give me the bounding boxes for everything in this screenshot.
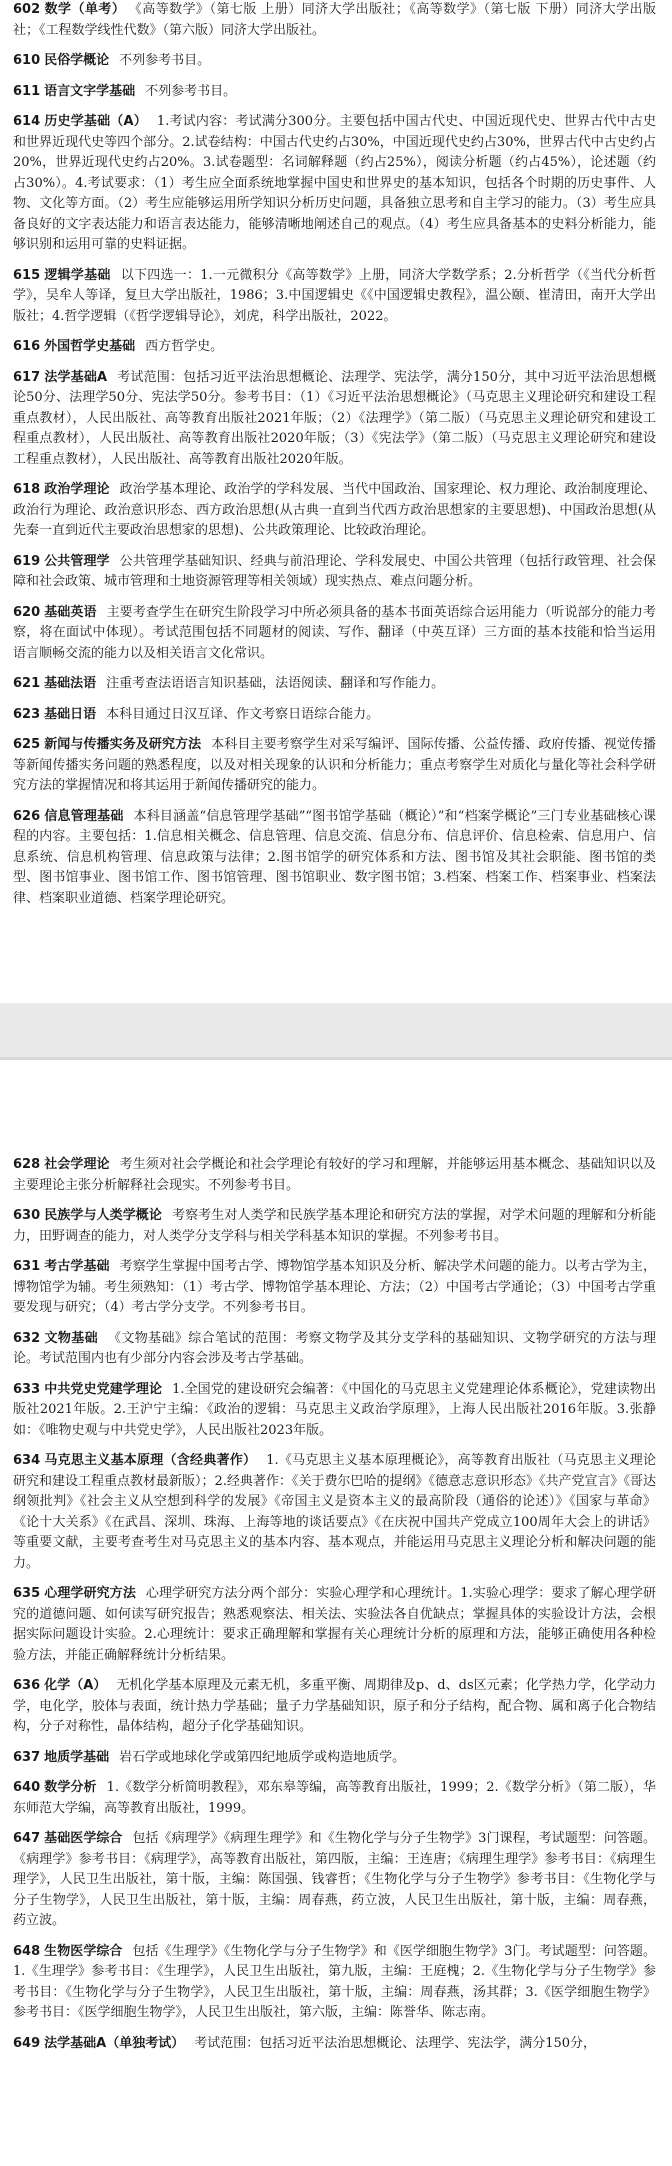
subject-name: 文物基础 (44, 1330, 99, 1346)
subject-description: 西方哲学史。 (145, 339, 224, 354)
document-page-1 (0, 0, 672, 1003)
subject-entry (13, 674, 656, 695)
subject-description: 本科目涵盖“信息管理学基础”“图书馆学基础（概论）”和“档案学概论”三门专业基础核心课程的内容。主要包括：1.信息相关概念、信息管理、信息交流、信息分布、信息评价、信息检索、信息用户、信息系统、信息机构管理、信息政策与法律；2.图书馆学的研究体系和方法、图书馆及其社会职能、图书馆的类型、图书馆事业、图书馆工作、图书馆管理、图书馆职业、数字图书馆；3.档案、档案工作、档案事业、档案法律、档案职业道德、档案学理论研究。 (13, 808, 656, 906)
subject-name: 中共党史党建学理论 (44, 1381, 163, 1397)
subject-code: 634 (13, 1453, 41, 1468)
subject-name: 法学基础A（单独考试） (44, 2035, 185, 2051)
subject-entry (13, 735, 656, 797)
subject-description: 不列参考书目。 (119, 53, 211, 68)
page-separator (0, 1003, 672, 1060)
subject-code: 623 (13, 706, 41, 722)
subject-description: 注重考查法语语言知识基础，法语阅读、翻译和写作能力。 (106, 676, 445, 691)
subject-code: 649 (13, 2035, 41, 2051)
subject-entry (13, 1380, 656, 1442)
subject-name: 数学（单考） (44, 2, 126, 17)
subject-name: 基础英语 (44, 604, 97, 620)
subject-entry (13, 51, 656, 72)
subject-code: 602 (13, 2, 41, 17)
subject-code: 616 (13, 339, 41, 354)
subject-description: 主要考查学生在研究生阶段学习中所必须具备的基本书面英语综合运用能力（听说部分的能力考察，将在面试中体现）。考试范围包括不同题材的阅读、写作、翻译（中英互译）三方面的基本技能和恰当运用语言顺畅交流的能力以及相关语言文化常识。 (13, 604, 656, 661)
subject-code: 640 (13, 1780, 41, 1795)
subject-code: 635 (13, 1586, 41, 1601)
subject-entry (13, 1778, 656, 1819)
subject-description: 政治学基本理论、政治学的学科发展、当代中国政治、国家理论、权力理论、政治制度理论、政治行为理论、政治意识形态、西方政治思想(从古典一直到当代西方政治思想家的主要思想)、中国政治思想(从先秦一直到近代主要政治思想家的思想)、公共政策理论、比较政治理论。 (13, 482, 656, 538)
subject-code: 626 (13, 808, 41, 824)
subject-description: 考试范围：包括习近平法治思想概论、法理学、宪法学，满分150分， (194, 2035, 597, 2051)
subject-name: 民俗学概论 (44, 53, 110, 68)
subject-entry (13, 807, 656, 910)
subject-entry (13, 82, 656, 103)
subject-code: 625 (13, 737, 41, 752)
subject-entry (13, 266, 656, 328)
subject-name: 基础日语 (44, 706, 97, 722)
subject-name: 政治学理论 (44, 482, 110, 497)
subject-entry (13, 1329, 656, 1370)
subject-entry (13, 368, 656, 471)
subject-description: 考试范围：包括习近平法治思想概论、法理学、宪法学，满分150分，其中习近平法治思想概论50分、法理学50分、宪法学50分。参考书目：（1）《习近平法治思想概论》（马克思主义理论研究和建设工程重点教材），人民出版社、高等教育出版社2021年版；（2）《法理学》（第二版）（马克思主义理论研究和建设工程重点教材），人民出版社、高等教育出版社2020年版；（3）《宪法学》（第二版）（马克思主义理论研究和建设工程重点教材），人民出版社、高等教育出版社2020年版。 (13, 369, 656, 467)
subject-description: 本科目主要考察学生对采写编评、国际传播、公益传播、政府传播、视觉传播等新闻传播实务问题的熟悉程度，以及对相关现象的认识和分析能力；重点考察学生对质化与量化等社会科学研究方法的掌握情况和将其运用于新闻传播研究的能力。 (13, 737, 656, 793)
subject-name: 社会学理论 (44, 1157, 110, 1172)
subject-code: 648 (13, 1943, 41, 1959)
subject-description: 无机化学基本原理及元素无机，多重平衡、周期律及p、d、ds区元素；化学热力学，化学动力学，电化学，胶体与表面，统计热力学基础；量子力学基础知识，原子和分子结构，配合物、属和离子化合物结构，分子对称性，晶体结构，超分子化学基础知识。 (13, 1678, 657, 1734)
subject-name: 历史学基础（A） (44, 114, 147, 129)
subject-description: 包括《生理学》《生物化学与分子生物学》和《医学细胞生物学》3门。考试题型：问答题。1.《生理学》参考书目：《生理学》，人民卫生出版社，第九版，主编：王庭槐；2.《生物化学与分子生物学》参考书目：《生物化学与分子生物学》，人民卫生出版社，第十版，主编：周春燕，汤其群；3.《医学细胞生物学》参考书目：《医学细胞生物学》，人民卫生出版社，第六版，主编：陈誉华、陈志南。 (13, 1943, 656, 2020)
subject-name: 法学基础A (44, 369, 108, 385)
subject-code: 632 (13, 1330, 41, 1346)
subject-name: 逻辑学基础 (44, 267, 111, 283)
subject-entry (13, 705, 656, 726)
subject-description: 1.《马克思主义基本原理概论》，高等教育出版社（马克思主义理论研究和建设工程重点教材最新版）；2.经典著作：《关于费尔巴哈的提纲》《德意志意识形态》《共产党宣言》《哥达纲领批判》《社会主义从空想到科学的发展》《帝国主义是资本主义的最高阶段（通俗的论述）》《国家与革命》《论十大关系》《在武昌、深圳、珠海、上海等地的谈话要点》《在庆祝中国共产党成立100周年大会上的讲话》等重要文献，主要考查考生对马克思主义的基本内容、基本观点，并能运用马克思主义理论分析和解决问题的能力。 (13, 1453, 656, 1571)
subject-name: 化学（A） (44, 1678, 107, 1693)
subject-name: 新闻与传播实务及研究方法 (44, 737, 202, 752)
subject-entry (13, 1257, 656, 1319)
subject-code: 647 (13, 1831, 41, 1846)
subject-entry (13, 1829, 656, 1932)
subject-description: 考察考生对人类学和民族学基本理论和研究方法的掌握，对学术问题的理解和分析能力，田野调查的能力，对人类学分支学科与相关学科基本知识的掌握。不列参考书目。 (13, 1208, 656, 1244)
document-page-2 (0, 1060, 672, 2166)
subject-description: 1.《数学分析简明教程》，邓东皋等编，高等教育出版社，1999；2.《数学分析》（第二版），华东师范大学编，高等教育出版社，1999。 (13, 1780, 656, 1816)
subject-description: 以下四选一：1.一元微积分《高等数学》上册，同济大学数学系；2.分析哲学（《当代分析哲学》，吴牟人等译，复旦大学出版社，1986；3.中国逻辑史《《中国逻辑史教程》，温公颐、崔清田，南开大学出版社；4.哲学逻辑（《哲学逻辑导论》，刘虎，科学出版社，2022。 (13, 267, 656, 324)
subject-entry (13, 112, 656, 256)
subject-name: 心理学研究方法 (44, 1586, 136, 1601)
subject-entry (13, 1206, 656, 1247)
subject-name: 马克思主义基本原理（含经典著作） (44, 1453, 257, 1468)
subject-description: 不列参考书目。 (145, 83, 237, 99)
subject-entry (13, 1676, 656, 1738)
subject-code: 620 (13, 604, 41, 620)
subject-name: 语言文字学基础 (44, 83, 136, 99)
subject-entry (13, 1451, 656, 1574)
subject-code: 618 (13, 482, 41, 497)
subject-code: 614 (13, 114, 41, 129)
subject-entry (13, 1748, 656, 1769)
subject-name: 民族学与人类学概论 (44, 1208, 162, 1223)
subject-entry (13, 337, 656, 358)
subject-name: 生物医学综合 (44, 1943, 123, 1959)
subject-description: 岩石学或地球化学或第四纪地质学或构造地质学。 (119, 1749, 406, 1765)
subject-description: 1.全国党的建设研究会编著：《中国化的马克思主义党建理论体系概论》，党建读物出版社2021年版。2.王沪宁主编：《政治的逻辑：马克思主义政治学原理》，上海人民出版社2016年版。3.张静如：《唯物史观与中共党史学》，人民出版社2023年版。 (13, 1381, 656, 1438)
subject-code: 617 (13, 369, 41, 385)
subject-name: 考古学基础 (44, 1259, 110, 1274)
subject-code: 636 (13, 1678, 41, 1693)
subject-code: 610 (13, 53, 41, 68)
subject-entry (13, 1942, 656, 2024)
subject-code: 633 (13, 1381, 41, 1397)
subject-description: 考生须对社会学概论和社会学理论有较好的学习和理解，并能够运用基本概念、基础知识以及主要理论主张分析解释社会现实。不列参考书目。 (13, 1157, 656, 1193)
subject-description: 公共管理学基础知识、经典与前沿理论、学科发展史、中国公共管理（包括行政管理、社会保障和社会政策、城市管理和土地资源管理等相关领域）现实热点、难点问题分析。 (13, 553, 656, 589)
subject-entry (13, 0, 656, 41)
subject-description: 包括《病理学》《病理生理学》和《生物化学与分子生物学》3门课程，考试题型：问答题。《病理学》参考书目：《病理学》，高等教育出版社，第四版，主编：王连唐；《病理生理学》参考书目：《病理生理学》，人民卫生出版社，第十版，主编：陈国强、钱睿哲；《生物化学与分子生物学》参考书目：《生物化学与分子生物学》，人民卫生出版社，第十版，主编：周春燕，药立波，人民卫生出版社，第十版，主编：周春燕，药立波。 (13, 1831, 656, 1928)
subject-code: 630 (13, 1208, 41, 1223)
subject-code: 611 (13, 83, 41, 99)
subject-code: 631 (13, 1259, 41, 1274)
subject-name: 公共管理学 (44, 553, 110, 569)
subject-description: 本科目通过日汉互译、作文考察日语综合能力。 (106, 706, 380, 722)
subject-code: 621 (13, 676, 41, 691)
subject-description: 1.考试内容：考试满分300分。主要包括中国古代史、中国近现代史、世界古代中古史和世界近现代史等四个部分。2.试卷结构：中国古代史约占30%，中国近现代史约占30%，世界古代中古史约占20%，世界近现代史约占20%。3.试卷题型：名词解释题（约占25%），阅读分析题（约占45%），论述题（约占30%）。4.考试要求：（1）考生应全面系统地掌握中国史和世界史的基本知识，包括各个时期的历史事件、人物、文化等方面。（2）考生应能够运用所学知识分析历史问题，具备独立思考和自主学习的能力。（3）考生应具备良好的文字表达能力和语言表达能力，能够清晰地阐述自己的观点。（4）考生应具备基本的史料分析能力，能够识别和运用可靠的史料证据。 (13, 114, 657, 252)
subject-entry (13, 1155, 656, 1196)
subject-entry (13, 480, 656, 542)
subject-code: 615 (13, 267, 41, 283)
subject-name: 数学分析 (44, 1780, 97, 1795)
subject-name: 信息管理基础 (44, 808, 124, 824)
subject-entry (13, 1584, 656, 1666)
subject-description: 《高等数学》（第七版 上册）同济大学出版社；《高等数学》（第七版 下册）同济大学出版社；《工程数学线性代数》（第六版）同济大学出版社。 (13, 2, 656, 38)
subject-name: 基础法语 (44, 676, 97, 691)
subject-entry (13, 552, 656, 593)
subject-name: 地质学基础 (44, 1749, 110, 1765)
subject-entry (13, 2034, 656, 2055)
subject-description: 《文物基础》综合笔试的范围：考察文物学及其分支学科的基础知识、文物学研究的方法与理论。考试范围内也有少部分内容会涉及考古学基础。 (13, 1330, 656, 1366)
subject-name: 基础医学综合 (44, 1831, 123, 1846)
subject-code: 619 (13, 553, 41, 569)
subject-code: 628 (13, 1157, 41, 1172)
subject-name: 外国哲学史基础 (44, 339, 136, 354)
subject-code: 637 (13, 1749, 41, 1765)
subject-description: 心理学研究方法分两个部分：实验心理学和心理统计。1.实验心理学：要求了解心理学研究的道德问题、如何读写研究报告；熟悉观察法、相关法、实验法各自优缺点；掌握具体的实验设计方法，会根据实际问题设计实验。2.心理统计：要求正确理解和掌握有关心理统计分析的原理和方法，能够正确使用各种检验方法，并能正确解释统计分析结果。 (13, 1586, 656, 1663)
subject-entry (13, 603, 656, 665)
subject-description: 考察学生掌握中国考古学、博物馆学基本知识及分析、解决学术问题的能力。以考古学为主，博物馆学为辅。考生须熟知：（1）考古学、博物馆学基本理论、方法；（2）中国考古学通论；（3）中国考古学重要发现与研究；（4）考古学分支学。不列参考书目。 (13, 1259, 656, 1315)
